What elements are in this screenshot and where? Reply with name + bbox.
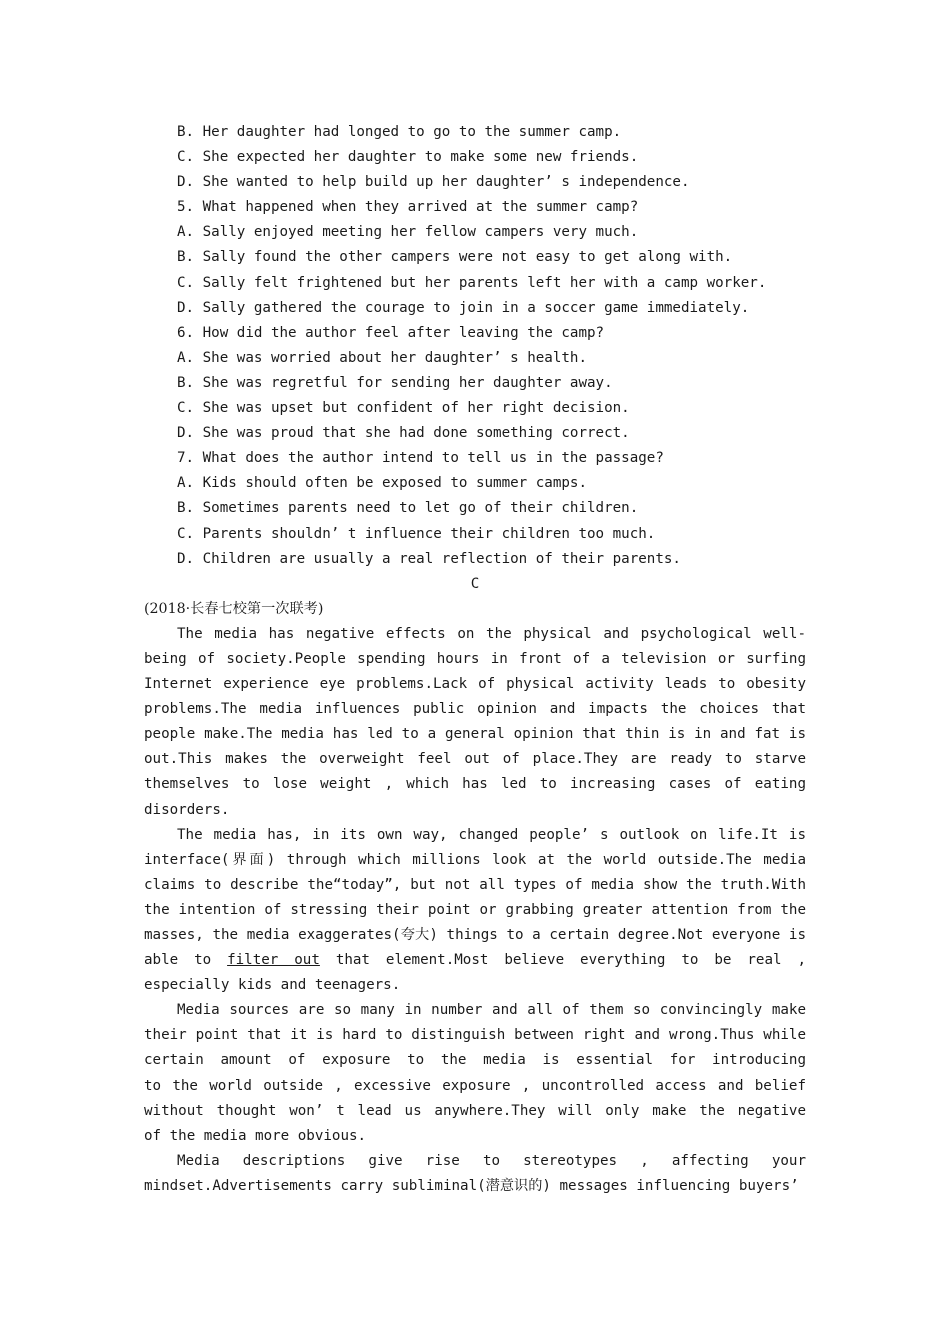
paragraph-line: claims to describe the“today”, but not all types of media show the truth.With (144, 876, 806, 893)
paragraph-line: out.This makes the overweight feel out of place.They are ready to starve (144, 751, 806, 768)
paragraph-line: Media descriptions give rise to stereotypes , affecting your (177, 1152, 806, 1169)
paragraph-line: Media sources are so many in number and all of them so convincingly make (177, 1002, 806, 1019)
question-5: 5. What happened when they arrived at the summer camp? (177, 199, 639, 216)
paragraph-line: interface(界面) through which millions look at the world outside.The media (144, 851, 806, 868)
option-line: B. She was regretful for sending her daughter away. (177, 374, 613, 391)
paragraph-line: to the world outside , excessive exposure , uncontrolled access and belief (144, 1077, 806, 1094)
paragraph-line: people make.The media has led to a general opinion that thin is in and fat is (144, 726, 806, 743)
paragraph-line (144, 948, 806, 973)
option-line: B. Sometimes parents need to let go of their children. (177, 500, 639, 517)
option-line: C. She was upset but confident of her right decision. (177, 400, 630, 417)
paragraph-line: themselves to lose weight , which has led to increasing cases of eating (144, 776, 806, 793)
paragraph-line: of the media more obvious. (144, 1127, 367, 1144)
option-line: D. Children are usually a real reflection of their parents. (177, 550, 681, 567)
underlined-phrase: filter out (227, 952, 320, 969)
option-line: A. She was worried about her daughter’ s health. (177, 349, 587, 366)
option-line: D. She wanted to help build up her daughter’ s independence. (177, 174, 690, 191)
paragraph-line: especially kids and teenagers. (144, 977, 401, 994)
paragraph-line: the intention of stressing their point or grabbing greater attention from the (144, 901, 806, 918)
paragraph-line: without thought won’ t lead us anywhere.They will only make the negative (144, 1102, 806, 1119)
section-heading: C (470, 575, 480, 592)
text-before-underline: able to (144, 952, 228, 969)
paragraph-line: masses, the media exaggerates(夸大) things to a certain degree.Not everyone is (144, 927, 806, 943)
paragraph-line: The media has negative effects on the physical and psychological well- (177, 625, 806, 642)
option-line: A. Kids should often be exposed to summer camps. (177, 475, 587, 492)
paragraph-line: their point that it is hard to distinguish between right and wrong.Thus while (144, 1027, 806, 1044)
option-line: C. She expected her daughter to make some new friends. (177, 149, 639, 166)
option-line: B. Her daughter had longed to go to the summer camp. (177, 124, 622, 140)
option-line: D. She was proud that she had done something correct. (177, 425, 630, 442)
paragraph-line: being of society.People spending hours in front of a television or surfing (144, 650, 806, 667)
question-6: 6. How did the author feel after leaving the camp? (177, 324, 605, 341)
paragraph-line: Internet experience eye problems.Lack of physical activity leads to obesity (144, 676, 806, 693)
option-line: D. Sally gathered the courage to join in a soccer game immediately. (177, 299, 750, 316)
paragraph-line: The media has, in its own way, changed people’ s outlook on life.It is (177, 826, 806, 843)
paragraph-line: problems.The media influences public opinion and impacts the choices that (144, 701, 806, 718)
paragraph-line: disorders. (144, 801, 230, 818)
page-content (144, 120, 806, 1199)
text-after-underline: that element.Most believe everything to be real , (335, 952, 806, 969)
paragraph-line: certain amount of exposure to the media is essential for introducing (144, 1052, 806, 1069)
option-line: C. Sally felt frightened but her parents left her with a camp worker. (177, 274, 767, 291)
paragraph-line: mindset.Advertisements carry subliminal(潜意识的) messages influencing buyers’ (144, 1177, 799, 1194)
source-note: (2018·长春七校第一次联考) (144, 600, 324, 617)
option-line: C. Parents shouldn’ t influence their children too much. (177, 525, 656, 542)
option-line: B. Sally found the other campers were not easy to get along with. (177, 249, 733, 266)
question-7: 7. What does the author intend to tell us in the passage? (177, 450, 664, 467)
option-line: A. Sally enjoyed meeting her fellow campers very much. (177, 224, 639, 241)
